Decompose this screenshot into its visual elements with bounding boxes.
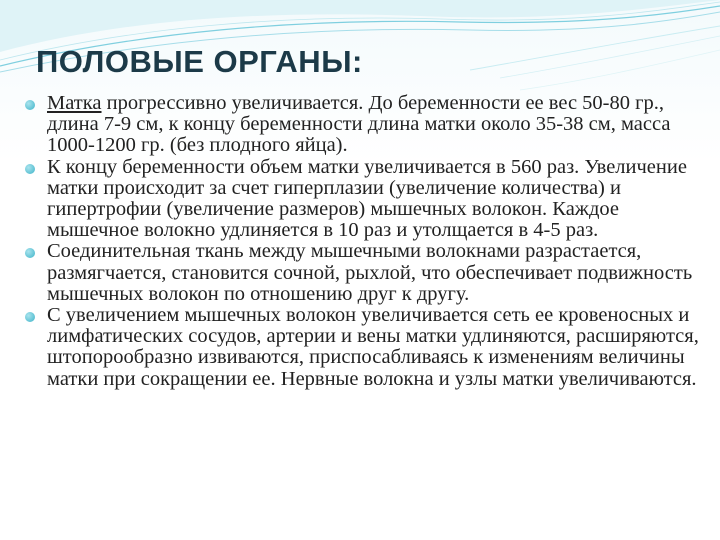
bullet-item [22,305,702,390]
bullet-icon [25,312,35,322]
bullet-text: С увеличением мышечных волокон увеличивается сеть ее кровеносных и лимфатических сосудов, артерии и вены матки удлиняются, расширяются, штопорообразно извиваются, приспосабливаясь к изменениям величины матки при сокращении ее. Нервные волокна и узлы матки увеличиваются. [47,304,699,390]
bullet-lead-word: Матка [47,92,102,114]
bullet-list [22,93,702,390]
bullet-icon [25,100,35,110]
bullet-text: Соединительная ткань между мышечными волокнами разрастается, размягчается, становится сочной, рыхлой, что обеспечивает подвижность мышечных волокон по отношению друг к другу. [47,240,693,305]
slide-title: ПОЛОВЫЕ ОРГАНЫ: [36,44,363,79]
bullet-item [22,157,702,242]
bullet-icon [25,164,35,174]
bullet-item [22,241,702,305]
bullet-text: прогрессивно увеличивается. До беременности ее вес 50-80 гр., длина 7-9 см, к концу беременности длина матки около 35-38 см, масса 1000-1200 гр. (без плодного яйца). [47,92,671,157]
bullet-icon [25,248,35,258]
bullet-text: К концу беременности объем матки увеличивается в 560 раз. Увеличение матки происходит за счет гиперплазии (увеличение количества) и гипертрофии (увеличение размеров) мышечных волокон. Каждое мышечное волокно удлиняется в 10 раз и утолщается в 4-5 раз. [47,155,687,242]
bullet-item [22,93,702,157]
